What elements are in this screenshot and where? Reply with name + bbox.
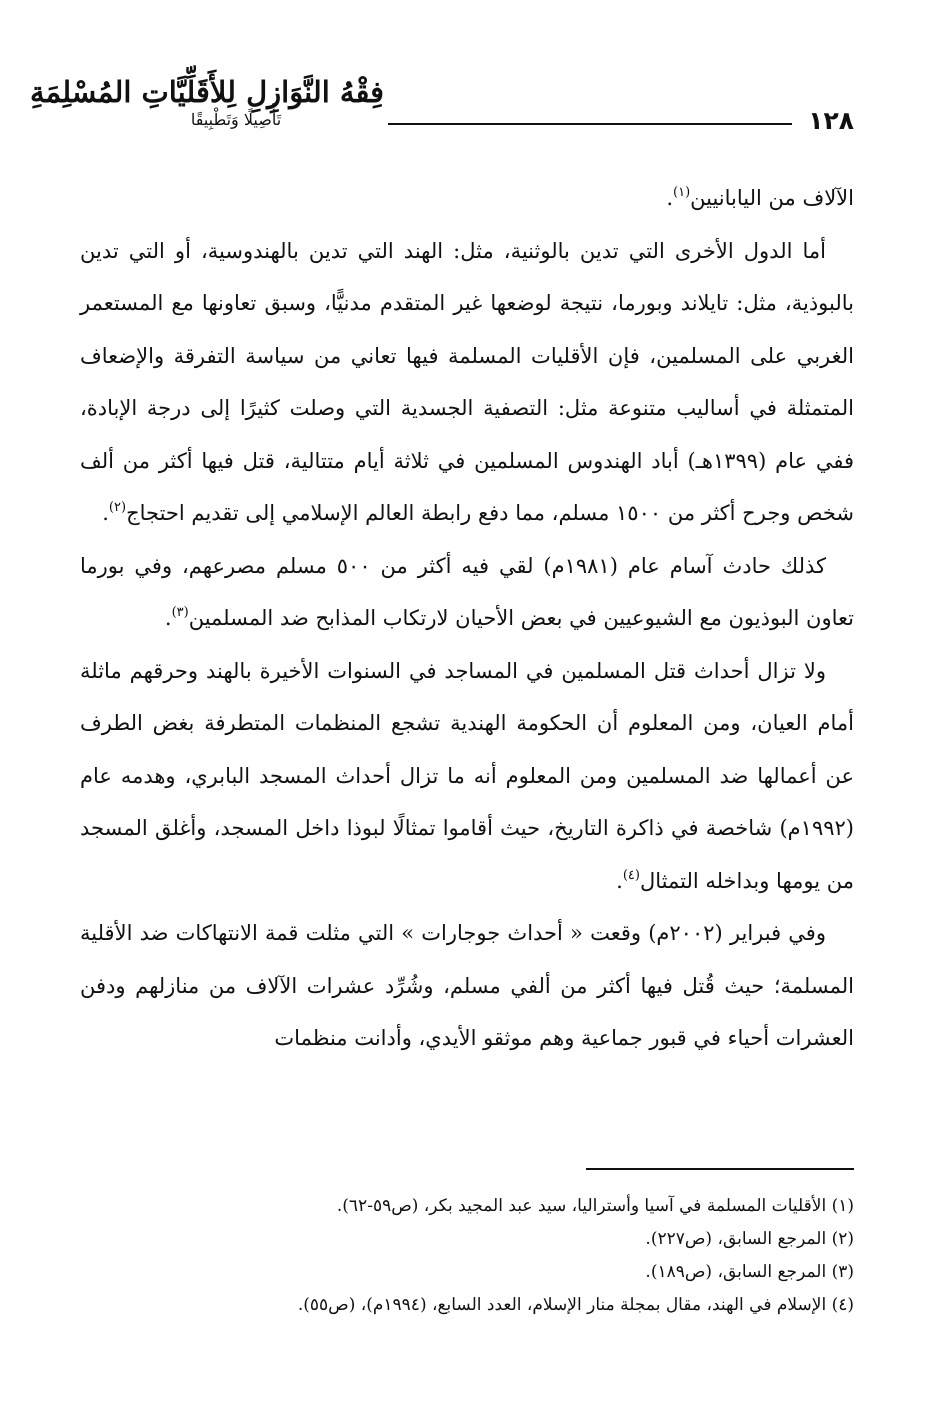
body-text (80, 172, 854, 1065)
paragraph-1: الآلاف من اليابانيين$^{(١)}$. (666, 185, 854, 210)
footnote-ref-1[interactable]: (١) (673, 185, 691, 200)
footnote-ref-3[interactable]: (٣) (171, 605, 189, 620)
footnote-rule (586, 1168, 854, 1170)
book-subtitle: تَأْصِيلًا وَتَطْبِيقًا (190, 110, 282, 129)
paragraph-5: وفي فبراير (٢٠٠٢م) وقعت « أحداث جوجارات » التي مثلت قمة الانتهاكات ضد الأقلية المسلمة؛ حيث قُتل فيها أكثر من ألفي مسلم، وشُرِّد عشرات الآلاف من منازلهم ودفن العشرات أحياء في قبور جماعية وهم موثقو الأيدي، وأدانت منظمات (80, 921, 854, 1050)
paragraph-3: كذلك حادث آسام عام (١٩٨١م) لقي فيه أكثر من ٥٠٠ مسلم مصرعهم، وفي بورما تعاون البوذيون مع الشيوعيين في بعض الأحيان لارتكاب المذابح ضد المسلمين$^{(٣)}$. (80, 553, 854, 630)
footnote-1: (١) الأقليات المسلمة في آسيا وأستراليا، سيد عبد المجيد بكر، (ص٥٩-٦٢). (336, 1196, 854, 1216)
footnote-2: (٢) المرجع السابق، (ص٢٢٧). (645, 1229, 854, 1249)
paragraph-2: أما الدول الأخرى التي تدين بالوثنية، مثل: الهند التي تدين بالهندوسية، أو التي تدين بالبوذية، مثل: تايلاند وبورما، نتيجة لوضعها غير المتقدم مدنيًّا، وسبق تعاونها مع المستعمر الغربي على المسلمين، فإن الأقليات المسلمة فيها تعاني من سياسة التفرقة والإضعاف المتمثلة في أساليب متنوعة مثل: التصفية الجسدية التي وصلت كثيرًا إلى درجة الإبادة، ففي عام (١٣٩٩هـ) أباد الهندوس المسلمين في ثلاثة أيام متتالية، قتل فيها أكثر من ألف شخص وجرح أكثر من ١٥٠٠ مسلم، مما دفع رابطة العالم الإسلامي إلى تقديم احتجاج$^{(٢)}$. (80, 238, 854, 525)
paragraph-4: ولا تزال أحداث قتل المسلمين في المساجد في السنوات الأخيرة بالهند وحرقهم ماثلة أمام العيان، ومن المعلوم أن الحكومة الهندية تشجع المنظمات المتطرفة بغض الطرف عن أعمالها ضد المسلمين ومن المعلوم أنه ما تزال أحداث المسجد البابري، وهدمه عام (١٩٩٢م) شاخصة في ذاكرة التاريخ، حيث أقاموا تمثالًا لبوذا داخل المسجد، وأغلق المسجد من يومها وبداخله التمثال$^{(٤)}$. (80, 658, 854, 893)
book-title-logo (29, 75, 384, 129)
running-header (29, 75, 854, 160)
footnote-3: (٣) المرجع السابق، (ص١٨٩). (645, 1262, 854, 1282)
footnote-ref-4[interactable]: (٤) (622, 867, 640, 883)
book-title: فِقْهُ النَّوَازِلِ لِلأَقَلِّيَّاتِ المُسْلِمَةِ (29, 75, 384, 109)
footnote-4: (٤) الإسلام في الهند، مقال بمجلة منار الإسلام، العدد السابع، (١٩٩٤م)، (ص٥٥). (297, 1295, 854, 1315)
footnote-ref-2[interactable]: (٢) (108, 500, 127, 515)
page-number: ١٢٨ (808, 106, 854, 135)
header-rule (388, 123, 792, 125)
footnotes (80, 1190, 854, 1322)
